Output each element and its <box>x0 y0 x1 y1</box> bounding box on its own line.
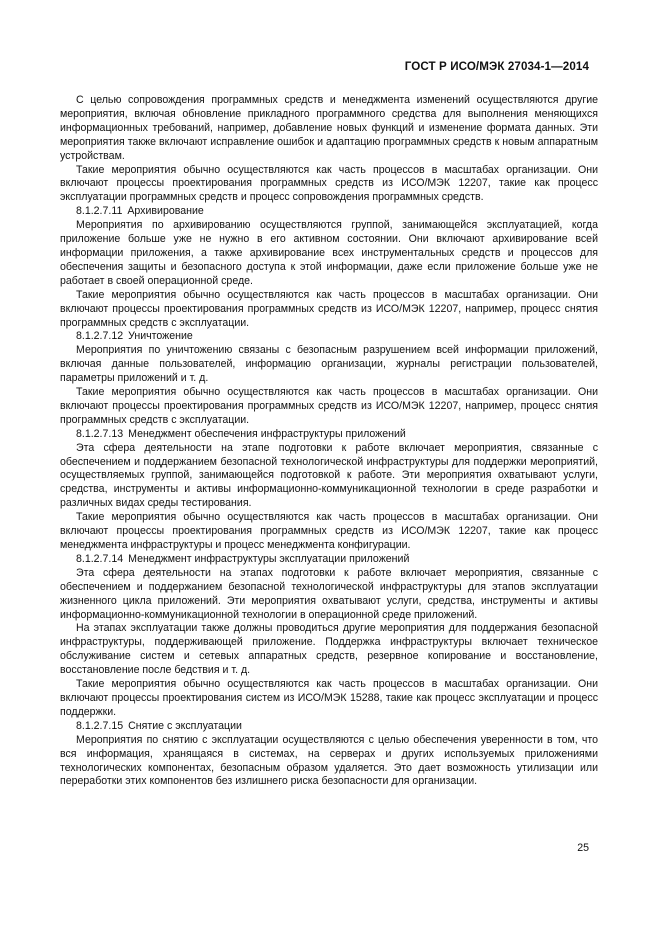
section-title: Уничтожение <box>128 330 193 343</box>
section-number: 8.1.2.7.14 <box>76 552 124 565</box>
section-number: 8.1.2.7.11 <box>76 205 123 218</box>
section-heading <box>60 205 598 219</box>
standard-header: ГОСТ Р ИСО/МЭК 27034-1—2014 <box>404 60 589 73</box>
document-body <box>60 94 598 789</box>
body-paragraph: Мероприятия по архивированию осуществляются группой, занимающейся эксплуатацией, когда приложение больше уже не нужно в его активном состоянии. Они включают архивирование всей информации приложения, а также архивирование всех инструментальных средств и процессов для обеспечения защиты и безопасного доступа к этой информации, даже если приложение больше уже не работает в своей операционной среде. <box>60 219 598 287</box>
body-paragraph: Такие мероприятия обычно осуществляются как часть процессов в масштабах организации. Они включают процессы проектирования программных средств из ИСО/МЭК 12207, такие как процесс эксплуатации программных средств и процесс сопровождения программных средств. <box>60 163 598 204</box>
section-heading <box>60 428 598 442</box>
body-paragraph: Такие мероприятия обычно осуществляются как часть процессов в масштабах организации. Они включают процессы проектирования программных средств из ИСО/МЭК 12207, такие как процесс менеджмента инфраструктуры и процесс менеджмента конфигурации. <box>60 511 598 551</box>
section-heading <box>60 330 598 344</box>
section-title: Архивирование <box>127 205 204 218</box>
body-paragraph: На этапах эксплуатации также должны проводиться другие мероприятия для поддержания безопасной инфраструктуры, поддерживающей приложение. Поддержка инфраструктуры включает техническое обслуживание систем и сетевых аппаратных средств, резервное копирование и восстановление, восстановление после бедствия и т. д. <box>60 622 598 677</box>
section-title: Снятие с эксплуатации <box>128 719 242 732</box>
page-number: 25 <box>577 842 589 854</box>
section-number: 8.1.2.7.13 <box>76 427 124 440</box>
section-title: Менеджмент обеспечения инфраструктуры приложений <box>128 427 406 440</box>
body-paragraph: Эта сфера деятельности на этапе подготовки к работе включает мероприятия, связанные с обеспечением и поддержанием безопасной технологической инфраструктуры для поддержки мероприятий, осуществляемых группой, занимающейся подготовкой к работе. Эти мероприятия охватывают услуги, средства, инструменты и активы информационно-коммуникационной технологии в среде разработки и различных видах среды тестирования. <box>60 441 598 510</box>
body-paragraph: Мероприятия по уничтожению связаны с безопасным разрушением всей информации приложений, включая данные пользователей, информацию организации, журналы регистрации пользователей, параметры приложений и т. д. <box>60 344 598 385</box>
body-paragraph: Мероприятия по снятию с эксплуатации осуществляются с целью обеспечения уверенности в том, что вся информация, хранящаяся в системах, на серверах и других используемых приложениями технологических компонентах, безопасным образом удаляется. Это дает возможность утилизации или переработки этих компонентов без излишнего риска безопасности для организации. <box>60 733 598 788</box>
section-number: 8.1.2.7.12 <box>76 330 124 343</box>
section-number: 8.1.2.7.15 <box>76 719 124 732</box>
body-paragraph: Такие мероприятия обычно осуществляются как часть процессов в масштабах организации. Они включают процессы проектирования систем из ИСО/МЭК 15288, такие как процесс эксплуатации и процесс поддержки. <box>60 678 598 718</box>
body-paragraph: С целью сопровождения программных средств и менеджмента изменений осуществляются другие мероприятия, включая обновление прикладного программного средства для выполнения меняющихся информационных требований, например, добавление новых функций и изменение формата данных. Эти мероприятия также включают исправление ошибок и адаптацию программных средств к новым аппаратным устройствам. <box>60 94 598 162</box>
body-paragraph: Такие мероприятия обычно осуществляются как часть процессов в масштабах организации. Они включают процессы проектирования программных средств из ИСО/МЭК 12207, например, процесс снятия программных средств с эксплуатации. <box>60 386 598 426</box>
body-paragraph: Эта сфера деятельности на этапах подготовки к работе включает мероприятия, связанные с обеспечением и поддержанием безопасной технологической инфраструктуры для этапов эксплуатации жизненного цикла приложений. Эти мероприятия охватывают услуги, средства, инструменты и активы информационно-коммуникационной технологии в операционной среде приложений. <box>60 566 598 621</box>
body-paragraph: Такие мероприятия обычно осуществляются как часть процессов в масштабах организации. Они включают процессы проектирования программных средств из ИСО/МЭК 12207, например, процесс снятия программных средств с эксплуатации. <box>60 288 598 329</box>
section-heading <box>60 720 598 734</box>
section-heading <box>60 553 598 567</box>
section-title: Менеджмент инфраструктуры эксплуатации приложений <box>128 552 410 565</box>
